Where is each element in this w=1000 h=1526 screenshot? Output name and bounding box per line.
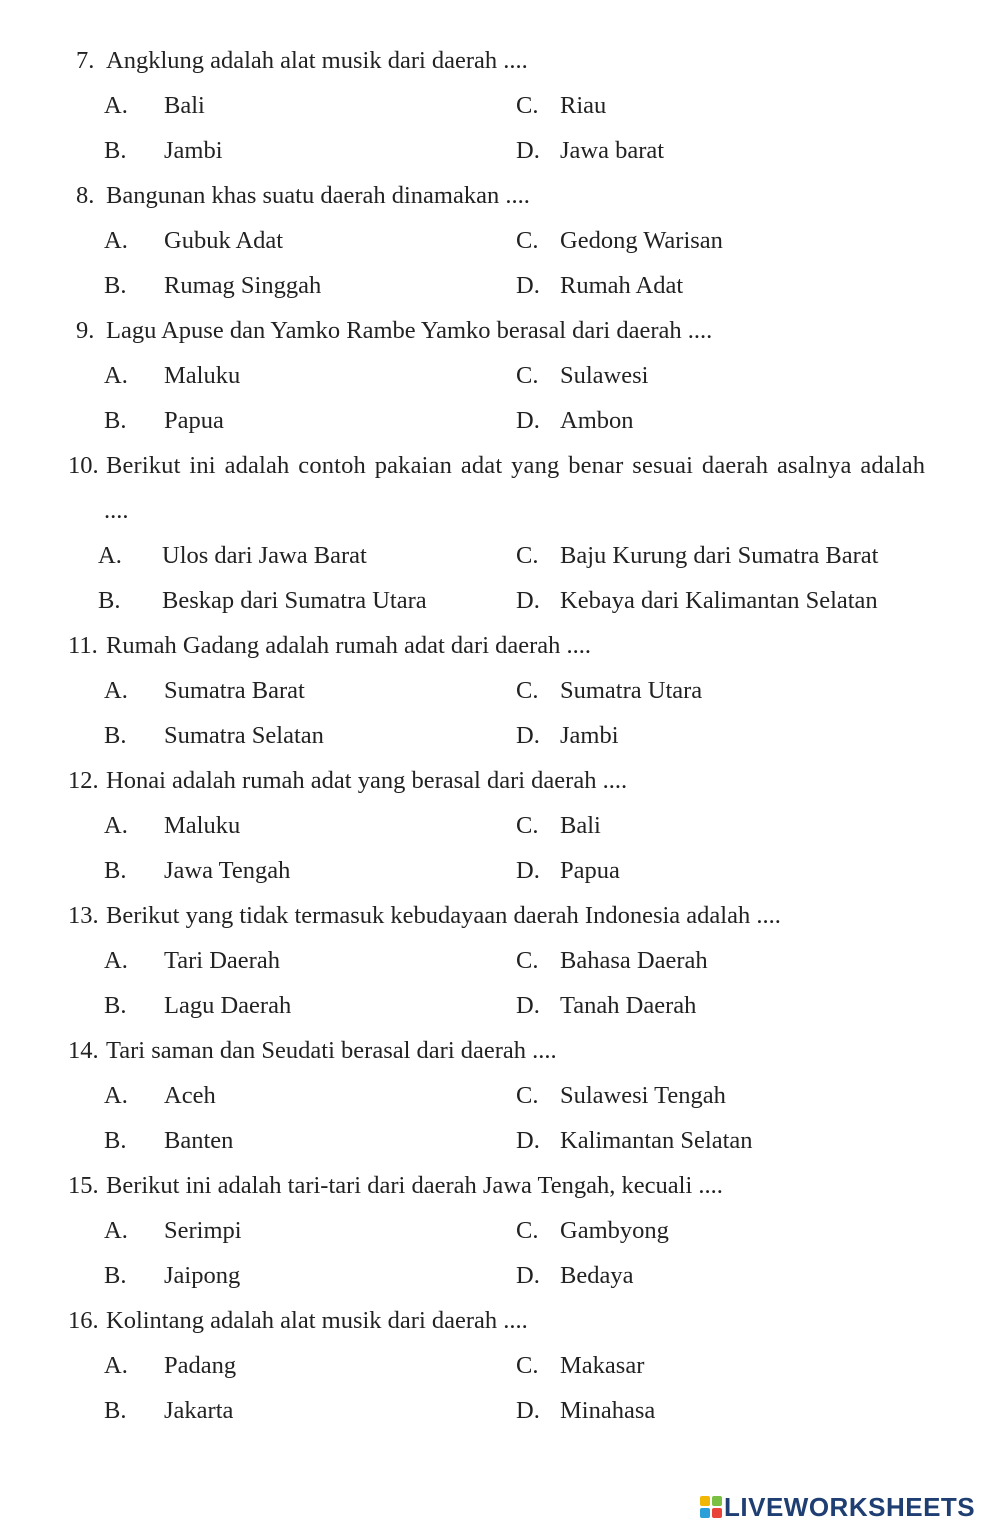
option-letter: A.	[104, 1217, 128, 1244]
option-text: Gambyong	[560, 1217, 669, 1244]
option-letter: A.	[104, 1082, 128, 1109]
option-text: Sulawesi	[560, 362, 649, 389]
option-letter: A.	[98, 542, 122, 569]
question-text: Bangunan khas suatu daerah dinamakan ....	[106, 182, 530, 209]
question-text: Berikut ini adalah contoh pakaian adat yang benar sesuai daerah asalnya adalah	[106, 452, 926, 479]
logo-block	[712, 1508, 722, 1518]
option-text: Jawa Tengah	[164, 857, 291, 884]
question-number: 10.	[68, 452, 99, 479]
question-number: 11.	[68, 632, 98, 659]
option-text: Gedong Warisan	[560, 227, 723, 254]
option-letter: D.	[516, 992, 540, 1019]
option-letter: B.	[104, 272, 127, 299]
option-letter: D.	[516, 1262, 540, 1289]
option-text: Maluku	[164, 362, 241, 389]
option-text: Jaipong	[164, 1262, 241, 1289]
logo-block	[712, 1496, 722, 1506]
option-letter: B.	[98, 587, 121, 614]
option-letter: C.	[516, 812, 539, 839]
option-text: Ulos dari Jawa Barat	[162, 542, 367, 569]
option-text: Serimpi	[164, 1217, 242, 1244]
option-text: Sumatra Selatan	[164, 722, 324, 749]
option-letter: C.	[516, 1082, 539, 1109]
option-letter: D.	[516, 272, 540, 299]
option-letter: C.	[516, 1352, 539, 1379]
option-letter: D.	[516, 857, 540, 884]
option-letter: B.	[104, 992, 127, 1019]
question-text: Angklung adalah alat musik dari daerah ....	[106, 47, 528, 74]
option-text: Bahasa Daerah	[560, 947, 708, 974]
option-text: Sumatra Utara	[560, 677, 703, 704]
question-text: Honai adalah rumah adat yang berasal dari daerah ....	[106, 767, 628, 794]
option-text: Jawa barat	[560, 137, 665, 164]
question-text: Lagu Apuse dan Yamko Rambe Yamko berasal dari daerah ....	[106, 317, 713, 344]
option-text: Aceh	[164, 1082, 216, 1109]
option-text: Makasar	[560, 1352, 645, 1379]
option-letter: A.	[104, 1352, 128, 1379]
option-letter: C.	[516, 92, 539, 119]
option-text: Tari Daerah	[164, 947, 280, 974]
option-text: Sumatra Barat	[164, 677, 305, 704]
option-text: Banten	[164, 1127, 234, 1154]
option-text: Lagu Daerah	[164, 992, 292, 1019]
liveworksheets-logo-icon	[700, 1496, 722, 1518]
question-number: 14.	[68, 1037, 99, 1064]
option-letter: A.	[104, 362, 128, 389]
option-letter: D.	[516, 137, 540, 164]
question-number: 12.	[68, 767, 99, 794]
question-number: 8.	[76, 182, 95, 209]
question-number: 15.	[68, 1172, 99, 1199]
option-letter: C.	[516, 227, 539, 254]
option-text: Kalimantan Selatan	[560, 1127, 753, 1154]
option-text: Papua	[560, 857, 620, 884]
option-text: Baju Kurung dari Sumatra Barat	[560, 542, 879, 569]
question-text: Rumah Gadang adalah rumah adat dari daerah ....	[106, 632, 592, 659]
option-text: Tanah Daerah	[560, 992, 697, 1019]
option-text: Papua	[164, 407, 224, 434]
brand-name: LIVEWORKSHEETS	[724, 1492, 976, 1522]
option-letter: A.	[104, 92, 128, 119]
option-letter: A.	[104, 947, 128, 974]
option-text: Rumah Adat	[560, 272, 684, 299]
option-letter: B.	[104, 857, 127, 884]
logo-block	[700, 1508, 710, 1518]
question-text: Berikut ini adalah tari-tari dari daerah Jawa Tengah, kecuali ....	[106, 1172, 723, 1199]
option-text: Bedaya	[560, 1262, 634, 1289]
option-letter: B.	[104, 137, 127, 164]
question-number: 16.	[68, 1307, 99, 1334]
option-text: Bali	[164, 92, 205, 119]
question-number: 13.	[68, 902, 99, 929]
liveworksheets-logo	[700, 1492, 992, 1522]
option-letter: C.	[516, 362, 539, 389]
option-letter: C.	[516, 677, 539, 704]
option-text: Gubuk Adat	[164, 227, 284, 254]
option-letter: A.	[104, 677, 128, 704]
option-letter: B.	[104, 1397, 127, 1424]
option-text: Jakarta	[164, 1397, 234, 1424]
option-text: Rumag Singgah	[164, 272, 322, 299]
option-letter: D.	[516, 1127, 540, 1154]
option-text: Bali	[560, 812, 601, 839]
option-text: Maluku	[164, 812, 241, 839]
question-text-continuation: ....	[104, 497, 129, 524]
question-number: 7.	[76, 47, 95, 74]
question-text: Berikut yang tidak termasuk kebudayaan daerah Indonesia adalah ....	[106, 902, 781, 929]
question-number: 9.	[76, 317, 95, 344]
option-letter: C.	[516, 542, 539, 569]
option-text: Jambi	[164, 137, 223, 164]
question-text: Tari saman dan Seudati berasal dari daerah ....	[106, 1037, 557, 1064]
option-text: Kebaya dari Kalimantan Selatan	[560, 587, 878, 614]
option-text: Ambon	[560, 407, 634, 434]
option-letter: D.	[516, 407, 540, 434]
option-letter: B.	[104, 722, 127, 749]
logo-block	[700, 1496, 710, 1506]
option-letter: A.	[104, 812, 128, 839]
option-text: Beskap dari Sumatra Utara	[162, 587, 427, 614]
option-letter: C.	[516, 1217, 539, 1244]
option-text: Minahasa	[560, 1397, 656, 1424]
option-letter: D.	[516, 1397, 540, 1424]
option-text: Jambi	[560, 722, 619, 749]
option-text: Riau	[560, 92, 607, 119]
option-letter: B.	[104, 407, 127, 434]
option-letter: B.	[104, 1127, 127, 1154]
option-text: Sulawesi Tengah	[560, 1082, 726, 1109]
question-text: Kolintang adalah alat musik dari daerah ....	[106, 1307, 528, 1334]
option-letter: D.	[516, 587, 540, 614]
option-letter: B.	[104, 1262, 127, 1289]
option-letter: D.	[516, 722, 540, 749]
option-letter: A.	[104, 227, 128, 254]
option-letter: C.	[516, 947, 539, 974]
option-text: Padang	[164, 1352, 237, 1379]
